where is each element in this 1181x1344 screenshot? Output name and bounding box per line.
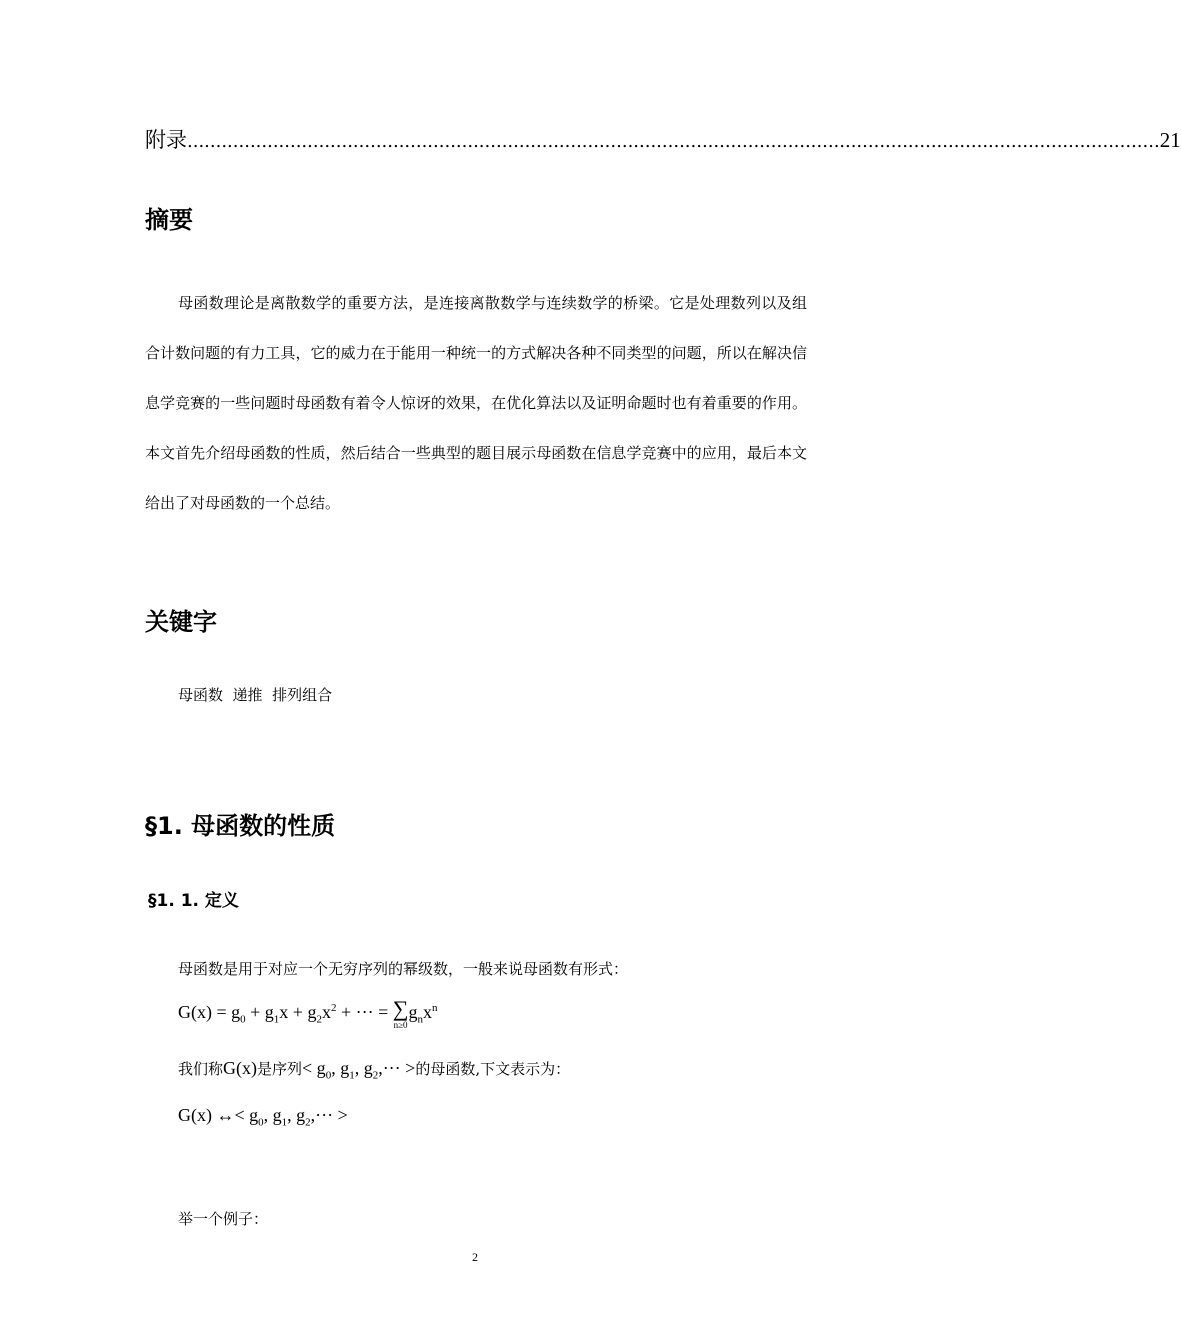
toc-entry-appendix[interactable] — [145, 124, 1181, 156]
page-number: 2 — [472, 1250, 478, 1264]
abstract-heading: 摘要 — [145, 206, 193, 234]
section-heading: §1. 母函数的性质 — [145, 812, 336, 840]
definition-text: 母函数是用于对应一个无穷序列的幂级数，一般来说母函数有形式： — [178, 960, 629, 978]
example-text: 举一个例子： — [178, 1210, 269, 1228]
abstract-body: 母函数理论是离散数学的重要方法，是连接离散数学与连续数学的桥梁。它是处理数列以及组合计数问题的有力工具，它的威力在于能用一种统一的方式解决各种不同类型的问题，所以在解决信息学竞赛的一些问题时母函数有着令人惊讶的效果，在优化算法以及证明命题时也有着重要的作用。本文首先介绍母函数的性质，然后结合一些典型的题目展示母函数在信息学竞赛中的应用，最后本文给出了对母函数的一个总结。 — [145, 294, 807, 512]
notation-text: 我们称G(x)是序列< $g_0$, $g_1$, $g_2,\cdot\cdot\cdot$ >的母函数,下文表示为： — [178, 1058, 571, 1082]
correspondence-equation: G(x) ↔< $g_0$, $g_1$, $g_2,\cdot\cdot\cdot$ > — [178, 1105, 348, 1129]
summation-symbol: ∑ n≥0 — [392, 996, 409, 1030]
toc-page-number: 21 — [1159, 128, 1181, 152]
keywords-heading: 关键字 — [145, 608, 217, 636]
toc-leader-dots: .......................................................................................................................................................................... — [187, 131, 1160, 152]
generating-function-equation: $G(x) = g_0 + g_1x + g_2x^2$ + ··· = ∑ n≥0 $g_nx^n$ — [178, 996, 438, 1030]
toc-label: 附录 — [145, 128, 187, 152]
keywords-list: 母函数 递推 排列组合 — [178, 686, 333, 704]
subsection-heading: §1. 1. 定义 — [148, 891, 239, 911]
